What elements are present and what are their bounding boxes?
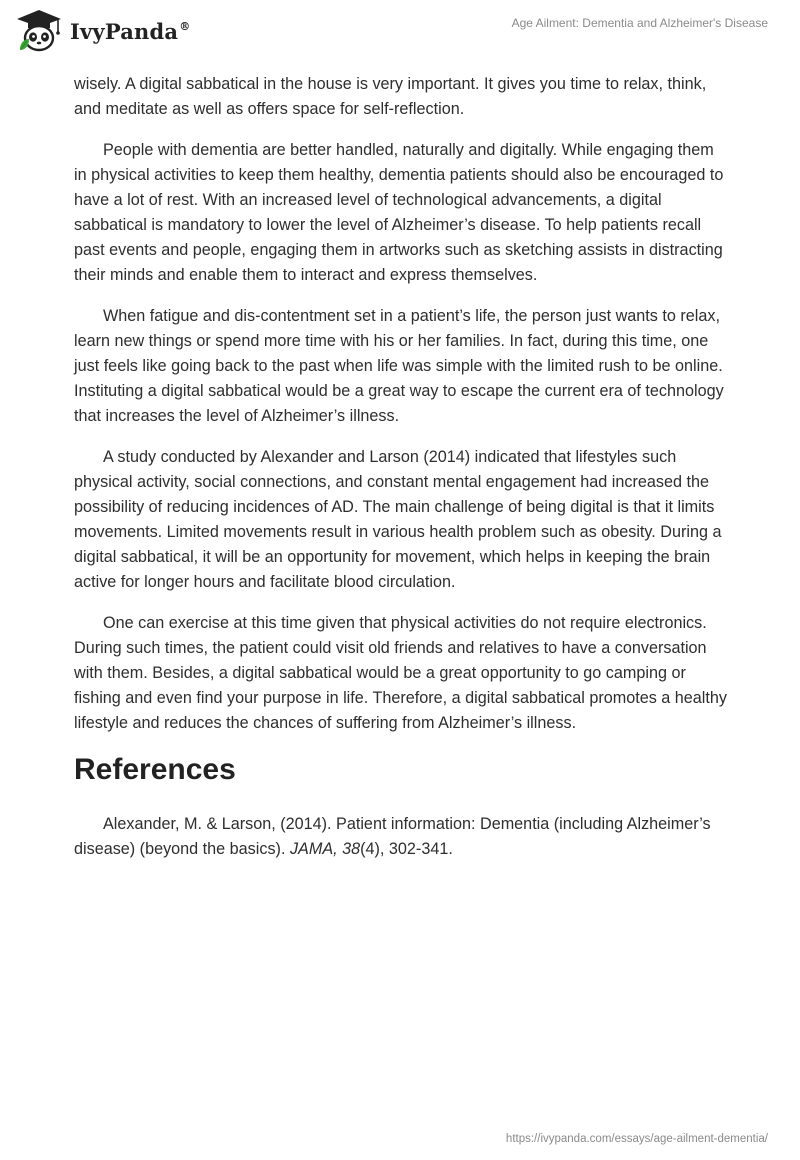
source-url[interactable]: https://ivypanda.com/essays/age-ailment-dementia/ xyxy=(505,1133,768,1145)
ivypanda-logo[interactable] xyxy=(14,8,190,54)
references-heading: References xyxy=(74,753,236,786)
paragraph: A study conducted by Alexander and Larson (2014) indicated that lifestyles such physical activity, social connections, and constant mental engagement had increased the possibility of reducing incidences of AD. The main challenge of being digital is that it limits movements. Limited movements result in various health problem such as obesity. During a digital sabbatical, it will be an opportunity for movement, which helps in keeping the brain active for longer hours and facilitate blood circulation. xyxy=(74,448,722,591)
reference-entry xyxy=(74,812,728,862)
paragraph: People with dementia are better handled, naturally and digitally. While engaging them in physical activities to keep them healthy, dementia patients should also be encouraged to have a lot of rest. With an increased level of technological advancements, a digital sabbatical is mandatory to lower the level of Alzheimer’s disease. To help patients recall past events and people, engaging them in artworks such as sketching assists in distracting their minds and enable them to interact and express themselves. xyxy=(74,141,724,284)
paragraph: One can exercise at this time given that physical activities do not require electronics. During such times, the patient could visit old friends and relatives to have a conversation with them. Besides, a digital sabbatical would be a great opportunity to go camping or fishing and even find your purpose in life. Therefore, a digital sabbatical promotes a healthy lifestyle and reduces the chances of suffering from Alzheimer’s illness. xyxy=(74,614,727,732)
brand-name: IvyPanda® xyxy=(70,18,191,44)
panda-graduate-icon xyxy=(14,8,64,54)
page-header xyxy=(0,0,800,64)
paragraph: wisely. A digital sabbatical in the house is very important. It gives you time to relax, think, and meditate as well as offers space for self-reflection. xyxy=(74,75,707,118)
paragraph: When fatigue and dis-contentment set in a patient’s life, the person just wants to relax, learn new things or spend more time with his or her families. In fact, during this time, one just feels like going back to the past when life was simple with the limited rush to be online. Instituting a digital sabbatical would be a great way to escape the current era of technology that increases the level of Alzheimer’s illness. xyxy=(74,307,724,425)
reference-journal: JAMA, 38 xyxy=(289,840,361,858)
reference-issue-pages: (4), 302-341. xyxy=(360,840,453,858)
reference-text: Alexander, M. & Larson, (2014). Patient information: Dementia (including Alzheimer’s disease) (beyond the basics). xyxy=(74,815,711,858)
running-title: Age Ailment: Dementia and Alzheimer's Disease xyxy=(511,16,768,30)
essay-body xyxy=(74,72,728,878)
